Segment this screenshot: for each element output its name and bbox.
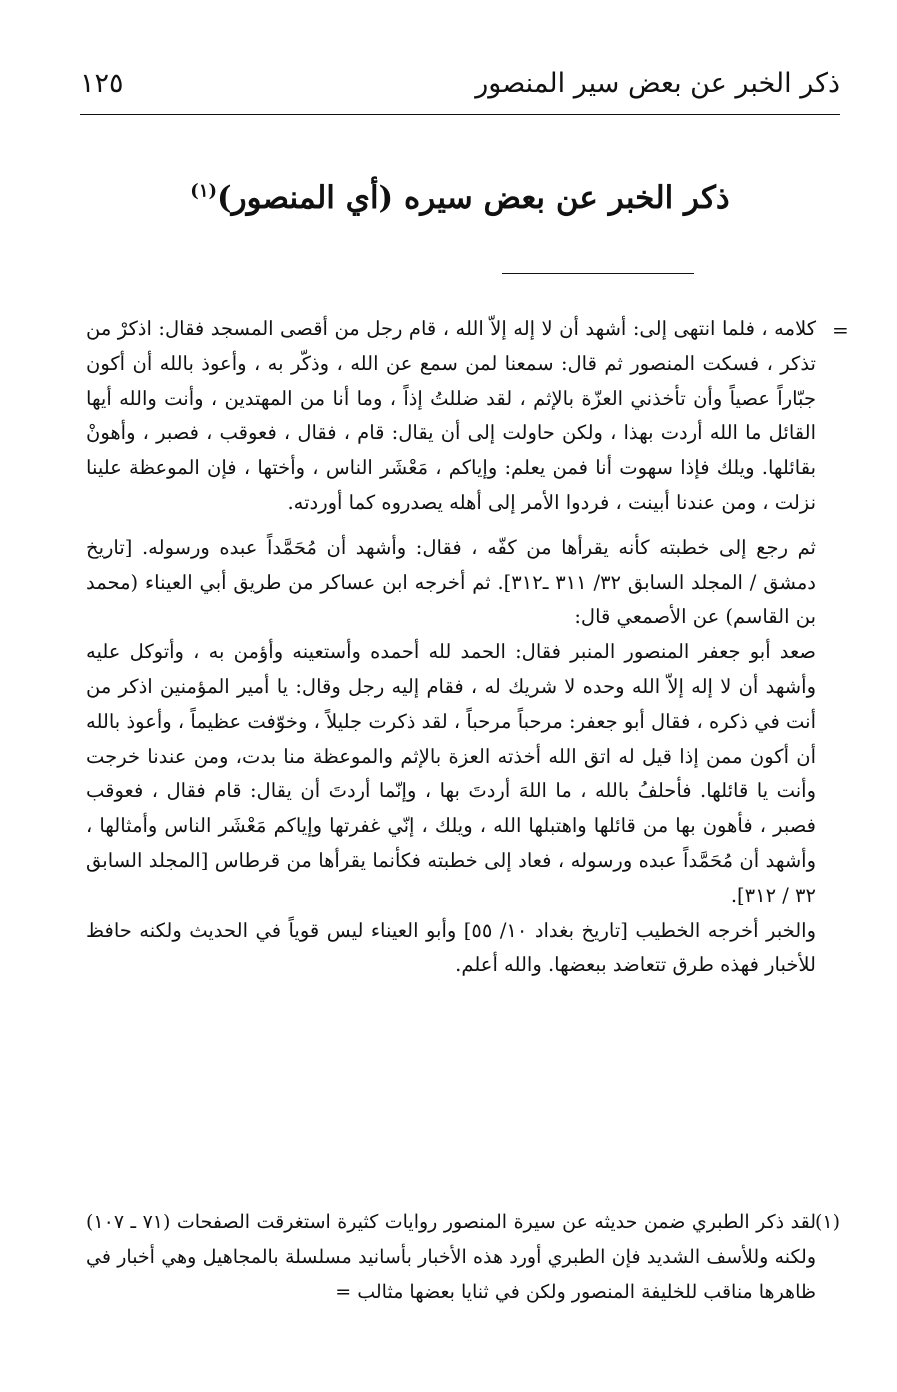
header-rule bbox=[80, 114, 840, 115]
continuation-mark: = bbox=[832, 318, 849, 342]
running-title: ذكر الخبر عن بعض سير المنصور bbox=[475, 68, 840, 99]
running-header bbox=[80, 60, 840, 112]
footnote-number: (١) bbox=[815, 1211, 841, 1233]
main-text bbox=[86, 312, 816, 983]
chapter-title bbox=[80, 180, 840, 216]
footnote-reference: (١) bbox=[190, 180, 218, 202]
paragraph: صعد أبو جعفر المنصور المنبر فقال: الحمد لله أحمده وأستعينه وأؤمن به ، وأتوكل عليه وأشهد أن لا إله إلاّ الله وحده لا شريك له ، فقام إليه رجل وقال: يا أمير المؤمنين اذكر من أنت في ذكره ، فقال أبو جعفر: مرحباً مرحباً ، لقد ذكرت جليلاً ، وخوّفت عظيماً ، وأعوذ بالله أن أكون ممن إذا قيل له اتق الله أخذته العزة بالإثم والموعظة منا بدت، ومن عندنا خرجت وأنت يا قائلها. فأحلفُ بالله ، ما اللهَ أردتَ بها ، وإنّما أردتَ أن يقال: قام فقال ، فعوقب فصبر ، فأهون بها من قائلها واهتبلها الله ، ويلك ، إنّي غفرتها وإياكم مَعْشَر الناس وأمثالها ، وأشهد أن مُحَمَّداً عبده ورسوله ، فعاد إلى خطبته فكأنما يقرأها من قرطاس [المجلد السابق ٣٢ / ٣١٢]. bbox=[86, 640, 816, 907]
title-divider bbox=[502, 273, 694, 274]
page-number: ١٢٥ bbox=[80, 68, 124, 99]
paragraph: ثم رجع إلى خطبته كأنه يقرأها من كفّه ، فقال: وأشهد أن مُحَمَّداً عبده ورسوله. [تاريخ دمشق / المجلد السابق ٣٢/ ٣١١ ـ٣١٢]. ثم أخرجه ابن عساكر من طريق أبي العيناء (محمد بن القاسم) عن الأصمعي قال: bbox=[86, 535, 816, 629]
footnote-text: لقد ذكر الطبري ضمن حديثه عن سيرة المنصور روايات كثيرة استغرقت الصفحات (٧١ ـ ١٠٧) ولكنه وللأسف الشديد فإن الطبري أورد هذه الأخبار بأسانيد مسلسلة بالمجاهيل وهي أخبار في ظاهرها مناقب للخليفة المنصور ولكن في ثنايا بعضها مثالب = bbox=[86, 1211, 816, 1303]
chapter-title-text: ذكر الخبر عن بعض سيره (أي المنصور) bbox=[217, 180, 730, 216]
paragraph: كلامه ، فلما انتهى إلى: أشهد أن لا إله إلاّ الله ، قام رجل من أقصى المسجد فقال: اذكرْ من تذكر ، فسكت المنصور ثم قال: سمعنا لمن سمع عن الله ، وذكّر به ، وأعوذ بالله أن أكون جبّاراً عصياً وأن تأخذني العزّة بالإثم ، لقد ضللتُ إذاً ، وما أنا من المهتدين ، وأنت والله أيها القائل ما الله أردت بهذا ، ولكن حاولت إلى أن يقال: قام ، فقال ، فعوقب ، فصبر ، وأهونْ بقائلها. ويلك فإذا سهوت أنا فمن يعلم: وإياكم ، مَعْشَر الناس ، وأختها ، فإن الموعظة علينا نزلت ، ومن عندنا أبينت ، فردوا الأمر إلى أهله يصدروه كما أوردته. bbox=[86, 317, 816, 514]
paragraph: والخبر أخرجه الخطيب [تاريخ بغداد ١٠/ ٥٥] وأبو العيناء ليس قوياً في الحديث ولكنه حافظ للأخبار فهذه طرق تتعاضد ببعضها. والله أعلم. bbox=[86, 918, 816, 977]
